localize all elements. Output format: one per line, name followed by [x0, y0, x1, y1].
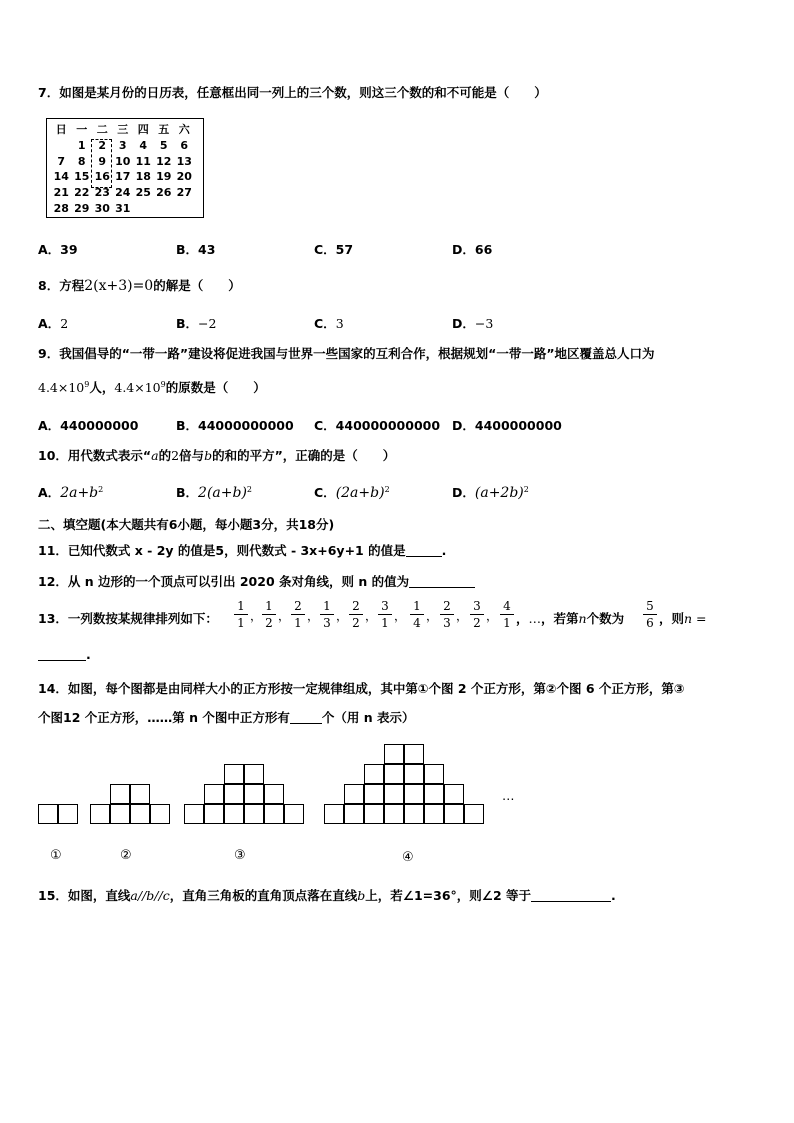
q12-answer-blank[interactable] [409, 575, 475, 588]
q13-tail-2: ，则n = [659, 611, 707, 626]
q9-option-c: C．440000000000 [314, 418, 441, 433]
q13-tail: ，…，若第n个数为 [516, 611, 625, 626]
q8-option-b-label: B． [176, 316, 199, 331]
q13-fraction: 2 1 [291, 599, 305, 630]
pattern-square [130, 784, 150, 804]
q13-fraction: 1 3 [320, 599, 334, 630]
calendar-cell: 11 [135, 154, 151, 168]
pattern-square [384, 744, 404, 764]
q8-prefix: 8．方程 [38, 278, 85, 293]
pattern-square [404, 764, 424, 784]
pattern-square [244, 804, 264, 824]
pattern-square [384, 764, 404, 784]
calendar-row [51, 154, 195, 170]
q14-answer-blank[interactable] [290, 711, 322, 724]
q15-text: 15．如图，直线a//b//c，直角三角板的直角顶点落在直线b上，若∠1=36°，则∠2 等于 . [38, 888, 616, 903]
q9-text-line1: 9．我国倡导的“一带一路”建设将促进我国与世界一些国家的互利合作，根据规划“一带一路”地区覆盖总人口为 [38, 346, 655, 361]
q13-fraction: 3 2 [470, 599, 484, 630]
pattern-square [364, 764, 384, 784]
q9-number-1: $4.4\times 10^9$ [38, 379, 90, 395]
q9-option-a: A．440000000 [38, 418, 139, 433]
q8-option-c [314, 314, 344, 332]
q7-option-d: D．66 [452, 242, 493, 257]
calendar-cell: 20 [176, 170, 192, 184]
figure-label-3: ③ [234, 848, 246, 863]
pattern-square [110, 804, 130, 824]
calendar-cell: 15 [74, 170, 90, 184]
pattern-square [244, 784, 264, 804]
calendar-cell [174, 201, 195, 217]
pattern-square [224, 784, 244, 804]
calendar-cell: 二 [96, 123, 108, 136]
q13-answer-line: . [38, 647, 91, 662]
pattern-square [184, 804, 204, 824]
pattern-square [150, 804, 170, 824]
q7-option-a: A．39 [38, 242, 78, 257]
q14-text-line1: 14．如图，每个图都是由同样大小的正方形按一定规律组成，其中第①个图 2 个正方形，第②个图 6 个正方形，第③ [38, 681, 685, 696]
calendar-cell: 26 [156, 186, 172, 200]
q13-answer-blank[interactable] [38, 648, 86, 661]
q13-fraction: 3 1 [378, 599, 392, 630]
calendar-cell: 17 [115, 170, 131, 184]
q8-option-b-value: −2 [198, 316, 217, 331]
calendar-cell: 5 [159, 138, 168, 152]
calendar-cell: 4 [139, 138, 148, 152]
q13-fraction: 1 4 [410, 599, 424, 630]
calendar-cell: 21 [53, 186, 69, 200]
q14-text-line2: 个图12 个正方形，……第 n 个图中正方形有 个（用 n 表示） [38, 710, 415, 725]
q15-answer-blank[interactable] [531, 889, 611, 902]
q8-option-c-label: C． [314, 316, 336, 331]
q10-option-d: D．$(a+2b)^2$ [452, 484, 529, 501]
calendar-cell: 五 [158, 123, 170, 136]
q11-answer-blank[interactable] [406, 544, 442, 557]
q7-option-c: C．57 [314, 242, 354, 257]
calendar-row [51, 185, 195, 201]
q7-text: 7．如图是某月份的日历表，任意框出同一列上的三个数，则这三个数的和不可能是（ ） [38, 85, 547, 100]
figure-label-2: ② [120, 848, 132, 863]
calendar-cell: 27 [176, 186, 192, 200]
calendar-cell: 7 [57, 154, 66, 168]
pattern-square [324, 804, 344, 824]
calendar-cell: 24 [115, 186, 131, 200]
q13-fraction: 1 1 [234, 599, 248, 630]
pattern-square [364, 784, 384, 804]
q9-tail: 的原数是（ ） [165, 380, 266, 395]
q10-option-b: B．$2(a+b)^2$ [176, 484, 252, 501]
q7-option-b: B．43 [176, 242, 216, 257]
q8-option-d-value: −3 [474, 316, 494, 331]
q10-option-c: C．$(2a+b)^2$ [314, 484, 390, 501]
calendar-header-row [51, 122, 195, 138]
pattern-square [284, 804, 304, 824]
calendar-cell: 3 [118, 138, 127, 152]
figures-ellipsis: … [502, 788, 515, 803]
calendar-dashed-selection-box [91, 139, 112, 188]
calendar-cell: 29 [74, 201, 90, 215]
calendar-row [51, 169, 195, 185]
calendar-row [51, 138, 195, 154]
calendar-cell: 一 [76, 123, 88, 136]
pattern-square [364, 804, 384, 824]
calendar-cell: 16 [94, 170, 110, 184]
calendar-cell: 六 [178, 123, 190, 136]
pattern-square [404, 784, 424, 804]
q8-option-a-value: 2 [60, 316, 69, 331]
calendar-cell: 1 [77, 138, 86, 152]
pattern-square [204, 804, 224, 824]
q13-fraction: 4 1 [500, 599, 514, 630]
pattern-square [404, 804, 424, 824]
calendar-cell: 2 [98, 138, 107, 152]
pattern-square [224, 804, 244, 824]
q10-text: 10．用代数式表示“a的2倍与b的和的平方”，正确的是（ ） [38, 448, 396, 463]
pattern-square [110, 784, 130, 804]
q13-fraction: 2 3 [440, 599, 454, 630]
calendar-row [51, 201, 195, 217]
calendar-cell: 19 [156, 170, 172, 184]
pattern-square [90, 804, 110, 824]
q11-text: 11．已知代数式 x - 2y 的值是5，则代数式 - 3x+6y+1 的值是 . [38, 543, 447, 558]
q13-lead: 13．一列数按某规律排列如下： [38, 611, 218, 626]
calendar-cell: 14 [53, 170, 69, 184]
q12-text: 12．从 n 边形的一个顶点可以引出 2020 条对角线，则 n 的值为 [38, 572, 475, 590]
q8-option-a [38, 314, 68, 332]
pattern-square [244, 764, 264, 784]
pattern-square [404, 744, 424, 764]
q8-option-b [176, 314, 216, 332]
q10-option-a: A．$2a+b^2$ [38, 484, 104, 501]
calendar-cell: 日 [55, 123, 67, 136]
q8-option-d [452, 314, 493, 332]
calendar-cell [51, 138, 72, 154]
pattern-square [384, 804, 404, 824]
pattern-square [444, 804, 464, 824]
q8-option-a-label: A． [38, 316, 61, 331]
q13-target-fraction: 5 6 [643, 599, 657, 630]
pattern-square [464, 804, 484, 824]
q13-fraction: 2 2 [349, 599, 363, 630]
calendar-cell: 8 [77, 154, 86, 168]
q8-option-d-label: D． [452, 316, 475, 331]
pattern-square [264, 804, 284, 824]
calendar-cell: 10 [115, 154, 131, 168]
q13-fraction: 1 2 [262, 599, 276, 630]
calendar-cell: 四 [137, 123, 149, 136]
figure-label-1: ① [50, 848, 62, 863]
q8-option-c-value: 3 [335, 316, 344, 331]
pattern-square [384, 784, 404, 804]
pattern-square [424, 804, 444, 824]
calendar-cell: 22 [74, 186, 90, 200]
pattern-square [344, 804, 364, 824]
q9-option-d: D．4400000000 [452, 418, 562, 433]
calendar-cell: 12 [156, 154, 172, 168]
pattern-square [130, 804, 150, 824]
calendar-cell: 6 [180, 138, 189, 152]
calendar-cell: 9 [98, 154, 107, 168]
calendar-cell [154, 201, 175, 217]
figure-label-4: ④ [402, 850, 414, 865]
q9-option-b: B．44000000000 [176, 418, 294, 433]
calendar-cell: 三 [117, 123, 129, 136]
q9-mid: 人， [89, 380, 115, 395]
q8-suffix: 的解是（ ） [153, 278, 241, 293]
q9-number-2: $4.4\times 10^9$ [114, 379, 166, 395]
q8-equation: 2(x+3)=0 [84, 278, 154, 294]
calendar-cell [133, 201, 154, 217]
pattern-square [424, 784, 444, 804]
calendar-cell: 13 [176, 154, 192, 168]
pattern-square [344, 784, 364, 804]
pattern-square [224, 764, 244, 784]
calendar-table [46, 118, 204, 218]
pattern-square [264, 784, 284, 804]
q9-text-line2 [38, 378, 266, 396]
calendar-cell: 31 [115, 201, 131, 215]
section-2-heading: 二、填空题(本大题共有6小题，每小题3分，共18分) [38, 517, 335, 532]
calendar-cell: 23 [94, 186, 110, 200]
calendar-cell: 25 [135, 186, 151, 200]
pattern-square [444, 784, 464, 804]
pattern-square [58, 804, 78, 824]
calendar-cell: 30 [94, 201, 110, 215]
pattern-square [204, 784, 224, 804]
calendar-cell: 18 [135, 170, 151, 184]
pattern-square [424, 764, 444, 784]
calendar-cell: 28 [53, 201, 69, 215]
pattern-square [38, 804, 58, 824]
q8-text [38, 276, 241, 294]
